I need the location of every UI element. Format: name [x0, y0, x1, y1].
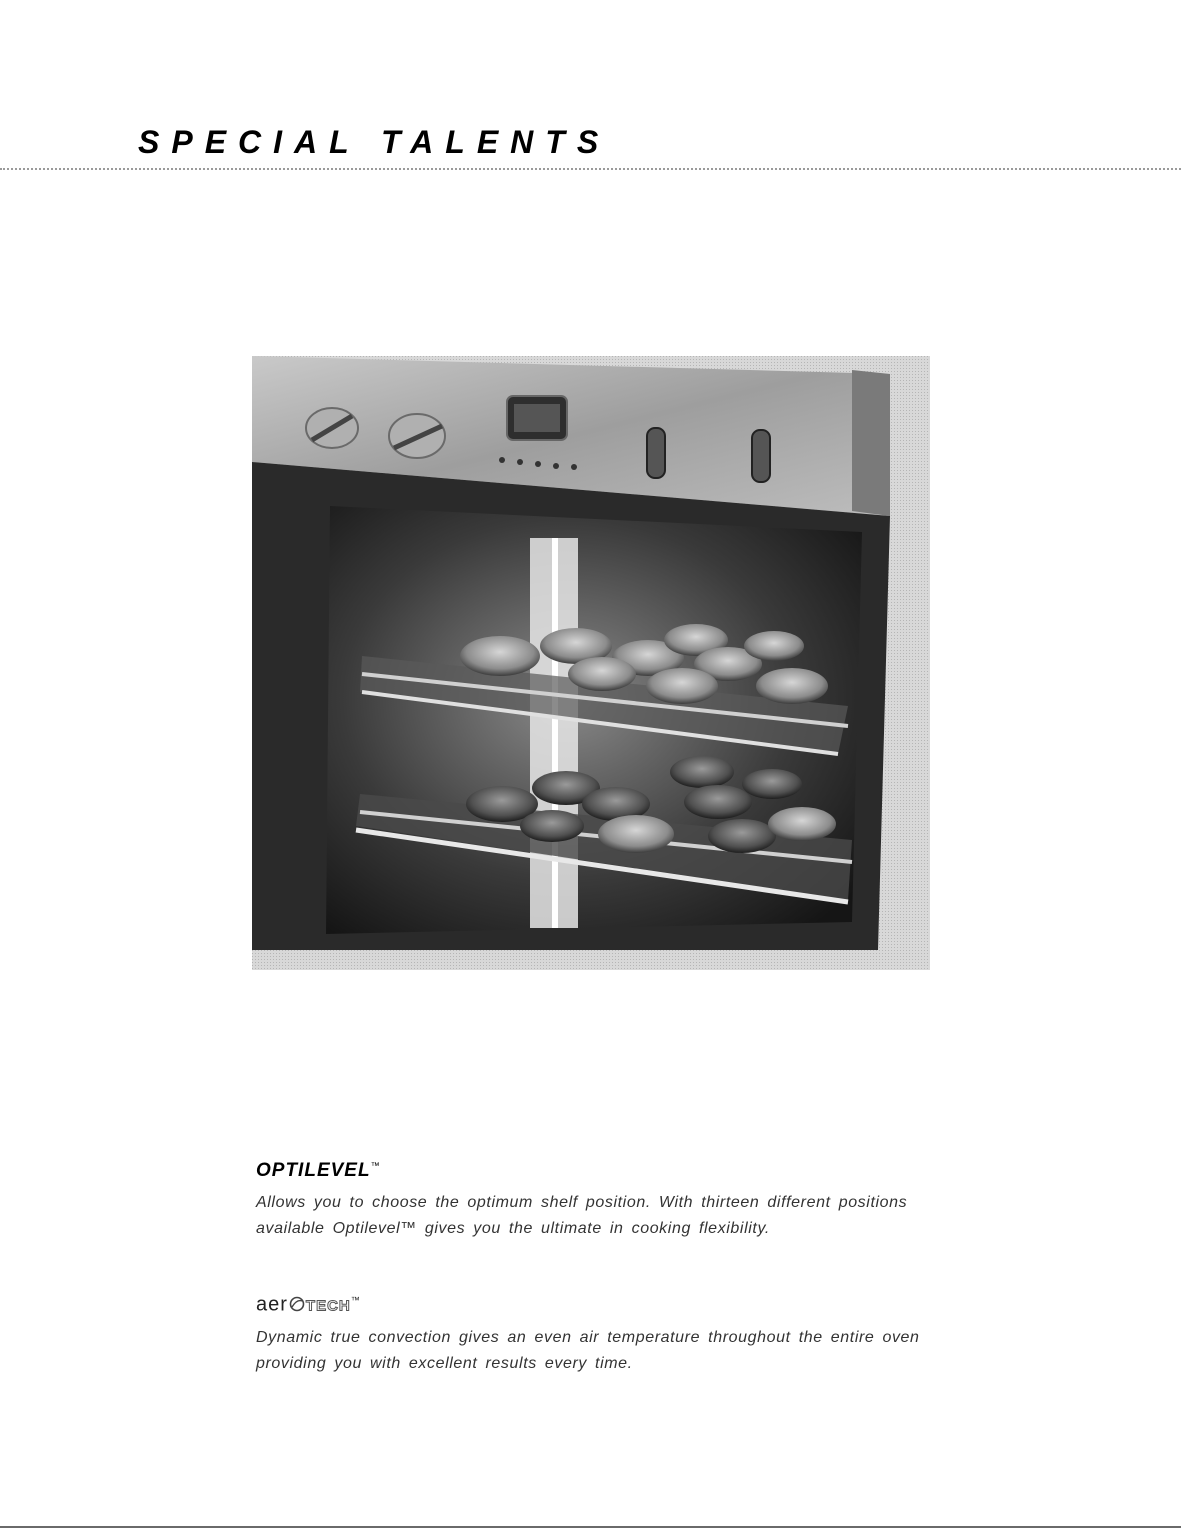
trademark-mark: ™ — [350, 1295, 360, 1305]
aerotech-logo-suffix: TECH — [305, 1297, 351, 1315]
title-divider — [0, 168, 1181, 170]
optilevel-heading — [256, 1160, 956, 1182]
oven-photo — [252, 356, 930, 970]
aerotech-section — [256, 1288, 956, 1377]
optilevel-heading-text: OPTILEVEL — [256, 1160, 371, 1181]
aerotech-logo — [256, 1288, 956, 1319]
aerotech-description: Dynamic true convection gives an even air temperature throughout the entire oven providing you with excellent results every time. — [256, 1328, 920, 1372]
aerotech-logo-prefix: aer — [256, 1293, 288, 1316]
second-knob-icon — [389, 414, 445, 458]
optilevel-section — [256, 1160, 956, 1242]
bottom-divider — [0, 1526, 1181, 1528]
left-knob-icon — [306, 408, 358, 448]
optilevel-description: Allows you to choose the optimum shelf position. With thirteen different positions available Optilevel™ gives you the ultimate in cooking flexibility. — [256, 1194, 908, 1237]
page-title: SPECIAL TALENTS — [138, 124, 611, 160]
aerotech-swirl-icon — [288, 1295, 306, 1319]
trademark-mark: ™ — [370, 1160, 381, 1171]
